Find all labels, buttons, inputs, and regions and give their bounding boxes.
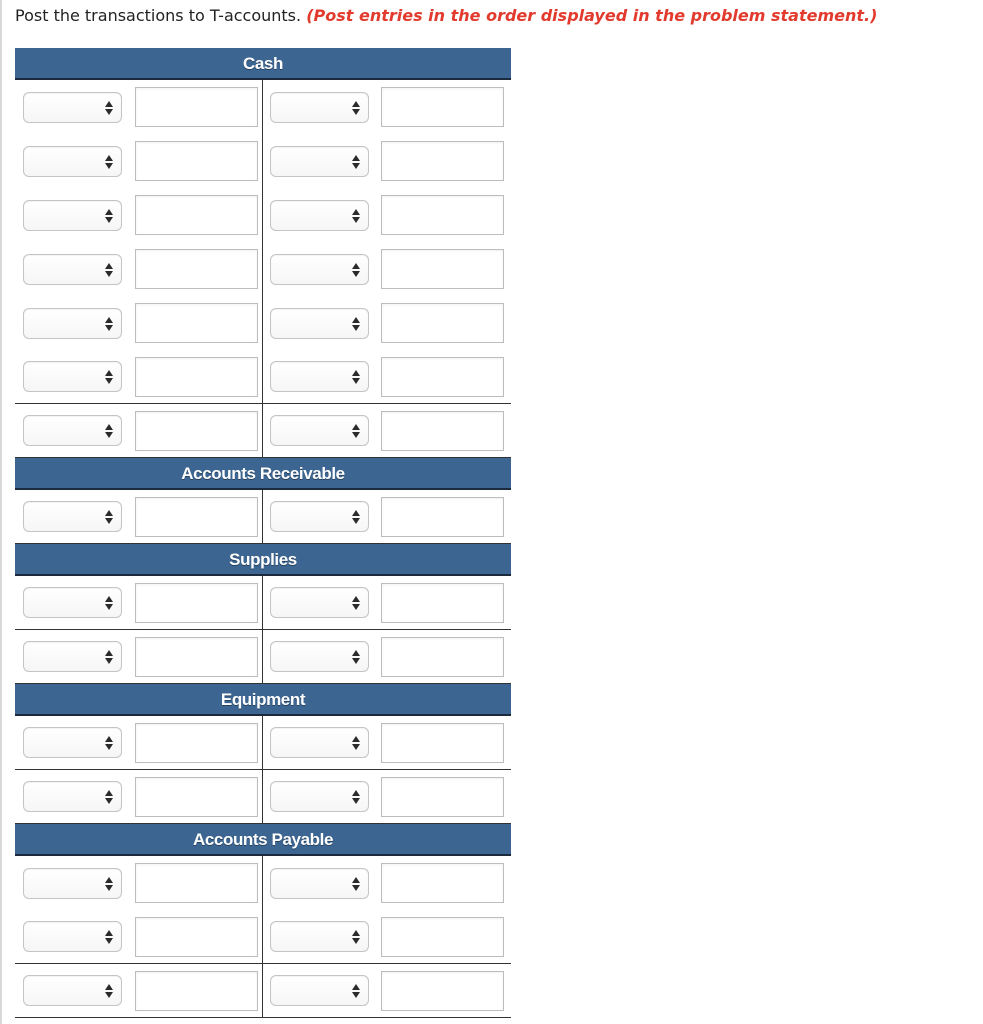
debit-account-select[interactable] bbox=[23, 975, 122, 1006]
credit-side bbox=[263, 490, 511, 543]
debit-amount-input[interactable] bbox=[135, 583, 258, 623]
page-left-border bbox=[0, 0, 2, 1024]
up-down-arrows-icon bbox=[105, 736, 113, 750]
credit-amount-input[interactable] bbox=[381, 249, 504, 289]
t-account-equipment bbox=[15, 684, 511, 824]
instructions-note: (Post entries in the order displayed in the problem statement.) bbox=[306, 6, 878, 25]
up-down-arrows-icon bbox=[105, 317, 113, 331]
credit-amount-input[interactable] bbox=[381, 583, 504, 623]
debit-account-select[interactable] bbox=[23, 92, 122, 123]
debit-side bbox=[15, 242, 263, 296]
up-down-arrows-icon bbox=[352, 510, 360, 524]
t-account-row bbox=[15, 964, 511, 1018]
up-down-arrows-icon bbox=[105, 930, 113, 944]
debit-side bbox=[15, 856, 263, 910]
credit-account-select[interactable] bbox=[270, 587, 369, 618]
account-title: Supplies bbox=[15, 544, 511, 576]
t-account-row bbox=[15, 350, 511, 404]
credit-amount-input[interactable] bbox=[381, 917, 504, 957]
debit-side bbox=[15, 350, 263, 403]
up-down-arrows-icon bbox=[352, 877, 360, 891]
t-account-cash bbox=[15, 48, 511, 458]
credit-side bbox=[263, 630, 511, 683]
t-account-accounts-receivable bbox=[15, 458, 511, 544]
debit-account-select[interactable] bbox=[23, 921, 122, 952]
credit-account-select[interactable] bbox=[270, 361, 369, 392]
credit-side bbox=[263, 80, 511, 134]
credit-account-select[interactable] bbox=[270, 146, 369, 177]
debit-side bbox=[15, 770, 263, 823]
credit-side bbox=[263, 242, 511, 296]
credit-side bbox=[263, 296, 511, 350]
t-account-row bbox=[15, 404, 511, 458]
debit-account-select[interactable] bbox=[23, 868, 122, 899]
debit-amount-input[interactable] bbox=[135, 723, 258, 763]
instructions bbox=[15, 6, 877, 26]
up-down-arrows-icon bbox=[105, 510, 113, 524]
debit-side bbox=[15, 404, 263, 457]
credit-side bbox=[263, 350, 511, 403]
t-account-row bbox=[15, 576, 511, 630]
up-down-arrows-icon bbox=[105, 209, 113, 223]
up-down-arrows-icon bbox=[105, 650, 113, 664]
credit-side bbox=[263, 964, 511, 1017]
up-down-arrows-icon bbox=[352, 370, 360, 384]
up-down-arrows-icon bbox=[352, 736, 360, 750]
credit-side bbox=[263, 404, 511, 457]
credit-amount-input[interactable] bbox=[381, 777, 504, 817]
up-down-arrows-icon bbox=[105, 155, 113, 169]
credit-side bbox=[263, 134, 511, 188]
debit-amount-input[interactable] bbox=[135, 357, 258, 397]
debit-side bbox=[15, 964, 263, 1017]
debit-account-select[interactable] bbox=[23, 781, 122, 812]
t-accounts-area bbox=[15, 48, 511, 1018]
debit-amount-input[interactable] bbox=[135, 971, 258, 1011]
credit-account-select[interactable] bbox=[270, 200, 369, 231]
t-account-row bbox=[15, 630, 511, 684]
t-account-row bbox=[15, 770, 511, 824]
credit-account-select[interactable] bbox=[270, 781, 369, 812]
credit-amount-input[interactable] bbox=[381, 357, 504, 397]
up-down-arrows-icon bbox=[105, 370, 113, 384]
credit-amount-input[interactable] bbox=[381, 863, 504, 903]
debit-side bbox=[15, 80, 263, 134]
t-account-row bbox=[15, 910, 511, 964]
debit-amount-input[interactable] bbox=[135, 249, 258, 289]
up-down-arrows-icon bbox=[352, 263, 360, 277]
debit-side bbox=[15, 134, 263, 188]
t-account-supplies bbox=[15, 544, 511, 684]
credit-account-select[interactable] bbox=[270, 308, 369, 339]
debit-amount-input[interactable] bbox=[135, 637, 258, 677]
debit-amount-input[interactable] bbox=[135, 303, 258, 343]
up-down-arrows-icon bbox=[105, 790, 113, 804]
credit-account-select[interactable] bbox=[270, 92, 369, 123]
credit-amount-input[interactable] bbox=[381, 411, 504, 451]
credit-amount-input[interactable] bbox=[381, 87, 504, 127]
debit-account-select[interactable] bbox=[23, 254, 122, 285]
up-down-arrows-icon bbox=[105, 984, 113, 998]
debit-account-select[interactable] bbox=[23, 415, 122, 446]
credit-account-select[interactable] bbox=[270, 641, 369, 672]
t-account-row bbox=[15, 188, 511, 242]
credit-account-select[interactable] bbox=[270, 727, 369, 758]
debit-amount-input[interactable] bbox=[135, 917, 258, 957]
debit-side bbox=[15, 576, 263, 629]
debit-amount-input[interactable] bbox=[135, 777, 258, 817]
debit-account-select[interactable] bbox=[23, 587, 122, 618]
credit-amount-input[interactable] bbox=[381, 195, 504, 235]
debit-amount-input[interactable] bbox=[135, 411, 258, 451]
up-down-arrows-icon bbox=[352, 984, 360, 998]
credit-amount-input[interactable] bbox=[381, 303, 504, 343]
debit-side bbox=[15, 490, 263, 543]
debit-amount-input[interactable] bbox=[135, 497, 258, 537]
debit-side bbox=[15, 188, 263, 242]
debit-amount-input[interactable] bbox=[135, 195, 258, 235]
account-title: Accounts Receivable bbox=[15, 458, 511, 490]
credit-amount-input[interactable] bbox=[381, 971, 504, 1011]
debit-account-select[interactable] bbox=[23, 308, 122, 339]
up-down-arrows-icon bbox=[352, 650, 360, 664]
up-down-arrows-icon bbox=[105, 596, 113, 610]
debit-amount-input[interactable] bbox=[135, 863, 258, 903]
credit-account-select[interactable] bbox=[270, 254, 369, 285]
account-title: Equipment bbox=[15, 684, 511, 716]
up-down-arrows-icon bbox=[105, 101, 113, 115]
up-down-arrows-icon bbox=[352, 930, 360, 944]
credit-account-select[interactable] bbox=[270, 501, 369, 532]
account-title: Cash bbox=[15, 48, 511, 80]
t-account-row bbox=[15, 134, 511, 188]
t-account-row bbox=[15, 716, 511, 770]
t-account-row bbox=[15, 80, 511, 134]
debit-amount-input[interactable] bbox=[135, 87, 258, 127]
credit-side bbox=[263, 716, 511, 769]
up-down-arrows-icon bbox=[352, 424, 360, 438]
debit-account-select[interactable] bbox=[23, 361, 122, 392]
t-account-row bbox=[15, 856, 511, 910]
credit-amount-input[interactable] bbox=[381, 637, 504, 677]
debit-account-select[interactable] bbox=[23, 501, 122, 532]
credit-account-select[interactable] bbox=[270, 415, 369, 446]
t-account-row bbox=[15, 490, 511, 544]
credit-account-select[interactable] bbox=[270, 921, 369, 952]
debit-account-select[interactable] bbox=[23, 200, 122, 231]
debit-side bbox=[15, 630, 263, 683]
t-account-row bbox=[15, 242, 511, 296]
credit-side bbox=[263, 910, 511, 963]
t-account-row bbox=[15, 296, 511, 350]
up-down-arrows-icon bbox=[352, 790, 360, 804]
t-account-accounts-payable bbox=[15, 824, 511, 1018]
up-down-arrows-icon bbox=[105, 263, 113, 277]
credit-side bbox=[263, 856, 511, 910]
debit-account-select[interactable] bbox=[23, 146, 122, 177]
credit-amount-input[interactable] bbox=[381, 497, 504, 537]
credit-side bbox=[263, 770, 511, 823]
up-down-arrows-icon bbox=[352, 317, 360, 331]
up-down-arrows-icon bbox=[352, 596, 360, 610]
up-down-arrows-icon bbox=[352, 155, 360, 169]
debit-side bbox=[15, 296, 263, 350]
credit-side bbox=[263, 576, 511, 629]
up-down-arrows-icon bbox=[352, 209, 360, 223]
debit-account-select[interactable] bbox=[23, 727, 122, 758]
credit-amount-input[interactable] bbox=[381, 723, 504, 763]
debit-amount-input[interactable] bbox=[135, 141, 258, 181]
credit-side bbox=[263, 188, 511, 242]
up-down-arrows-icon bbox=[105, 877, 113, 891]
up-down-arrows-icon bbox=[352, 101, 360, 115]
debit-side bbox=[15, 910, 263, 963]
credit-account-select[interactable] bbox=[270, 975, 369, 1006]
debit-account-select[interactable] bbox=[23, 641, 122, 672]
debit-side bbox=[15, 716, 263, 769]
up-down-arrows-icon bbox=[105, 424, 113, 438]
instructions-text: Post the transactions to T-accounts. bbox=[15, 6, 307, 25]
credit-amount-input[interactable] bbox=[381, 141, 504, 181]
account-title: Accounts Payable bbox=[15, 824, 511, 856]
credit-account-select[interactable] bbox=[270, 868, 369, 899]
